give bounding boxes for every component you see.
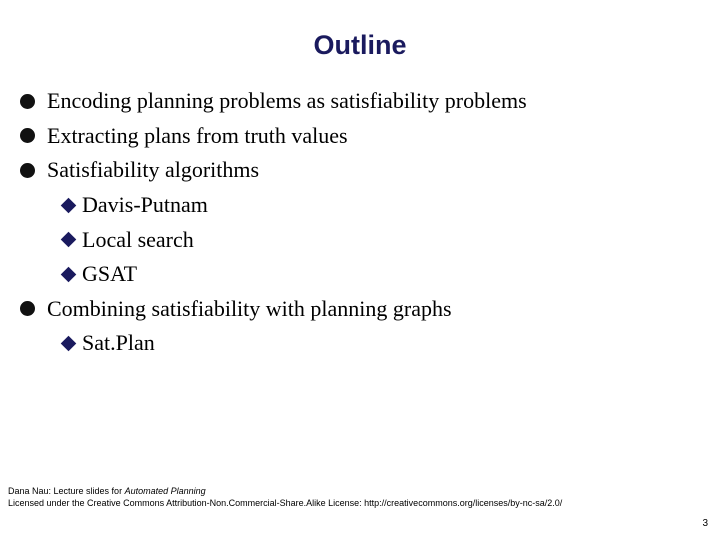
page-number: 3 <box>702 518 708 529</box>
sub-bullet-item <box>20 257 700 292</box>
bullet-dot-icon <box>20 128 35 143</box>
sub-bullet-text: Sat.Plan <box>82 330 155 356</box>
footer-author: Dana Nau: Lecture slides for <box>8 486 125 496</box>
bullet-dot-icon <box>20 301 35 316</box>
sub-bullet-item <box>20 188 700 223</box>
bullet-text: Combining satisfiability with planning graphs <box>47 295 452 321</box>
footer-course-title: Automated Planning <box>124 486 206 496</box>
footer-license: Licensed under the Creative Commons Attribution-Non.Commercial-Share.Alike License: http://creativecommons.org/licenses/by-nc-sa/2.0/ <box>8 498 563 508</box>
sub-bullet-text: GSAT <box>82 261 138 287</box>
bullet-text: Extracting plans from truth values <box>47 122 348 148</box>
diamond-bullet-icon <box>61 336 77 352</box>
slide-title: Outline <box>313 30 407 60</box>
sub-bullet-item <box>20 222 700 257</box>
diamond-bullet-icon <box>61 232 77 248</box>
bullet-text: Satisfiability algorithms <box>47 157 260 183</box>
bullet-list <box>20 84 700 361</box>
bullet-item <box>20 292 700 327</box>
bullet-item <box>20 84 700 119</box>
bullet-item <box>20 119 700 154</box>
sub-bullet-text: Davis-Putnam <box>82 192 208 218</box>
bullet-text: Encoding planning problems as satisfiability problems <box>47 88 527 114</box>
sub-bullet-item <box>20 326 700 361</box>
footer-line-1 <box>8 485 562 497</box>
footer-credits <box>8 485 562 509</box>
bullet-dot-icon <box>20 163 35 178</box>
diamond-bullet-icon <box>61 197 77 213</box>
sub-bullet-text: Local search <box>82 226 194 252</box>
bullet-item <box>20 153 700 188</box>
diamond-bullet-icon <box>61 266 77 282</box>
bullet-dot-icon <box>20 94 35 109</box>
